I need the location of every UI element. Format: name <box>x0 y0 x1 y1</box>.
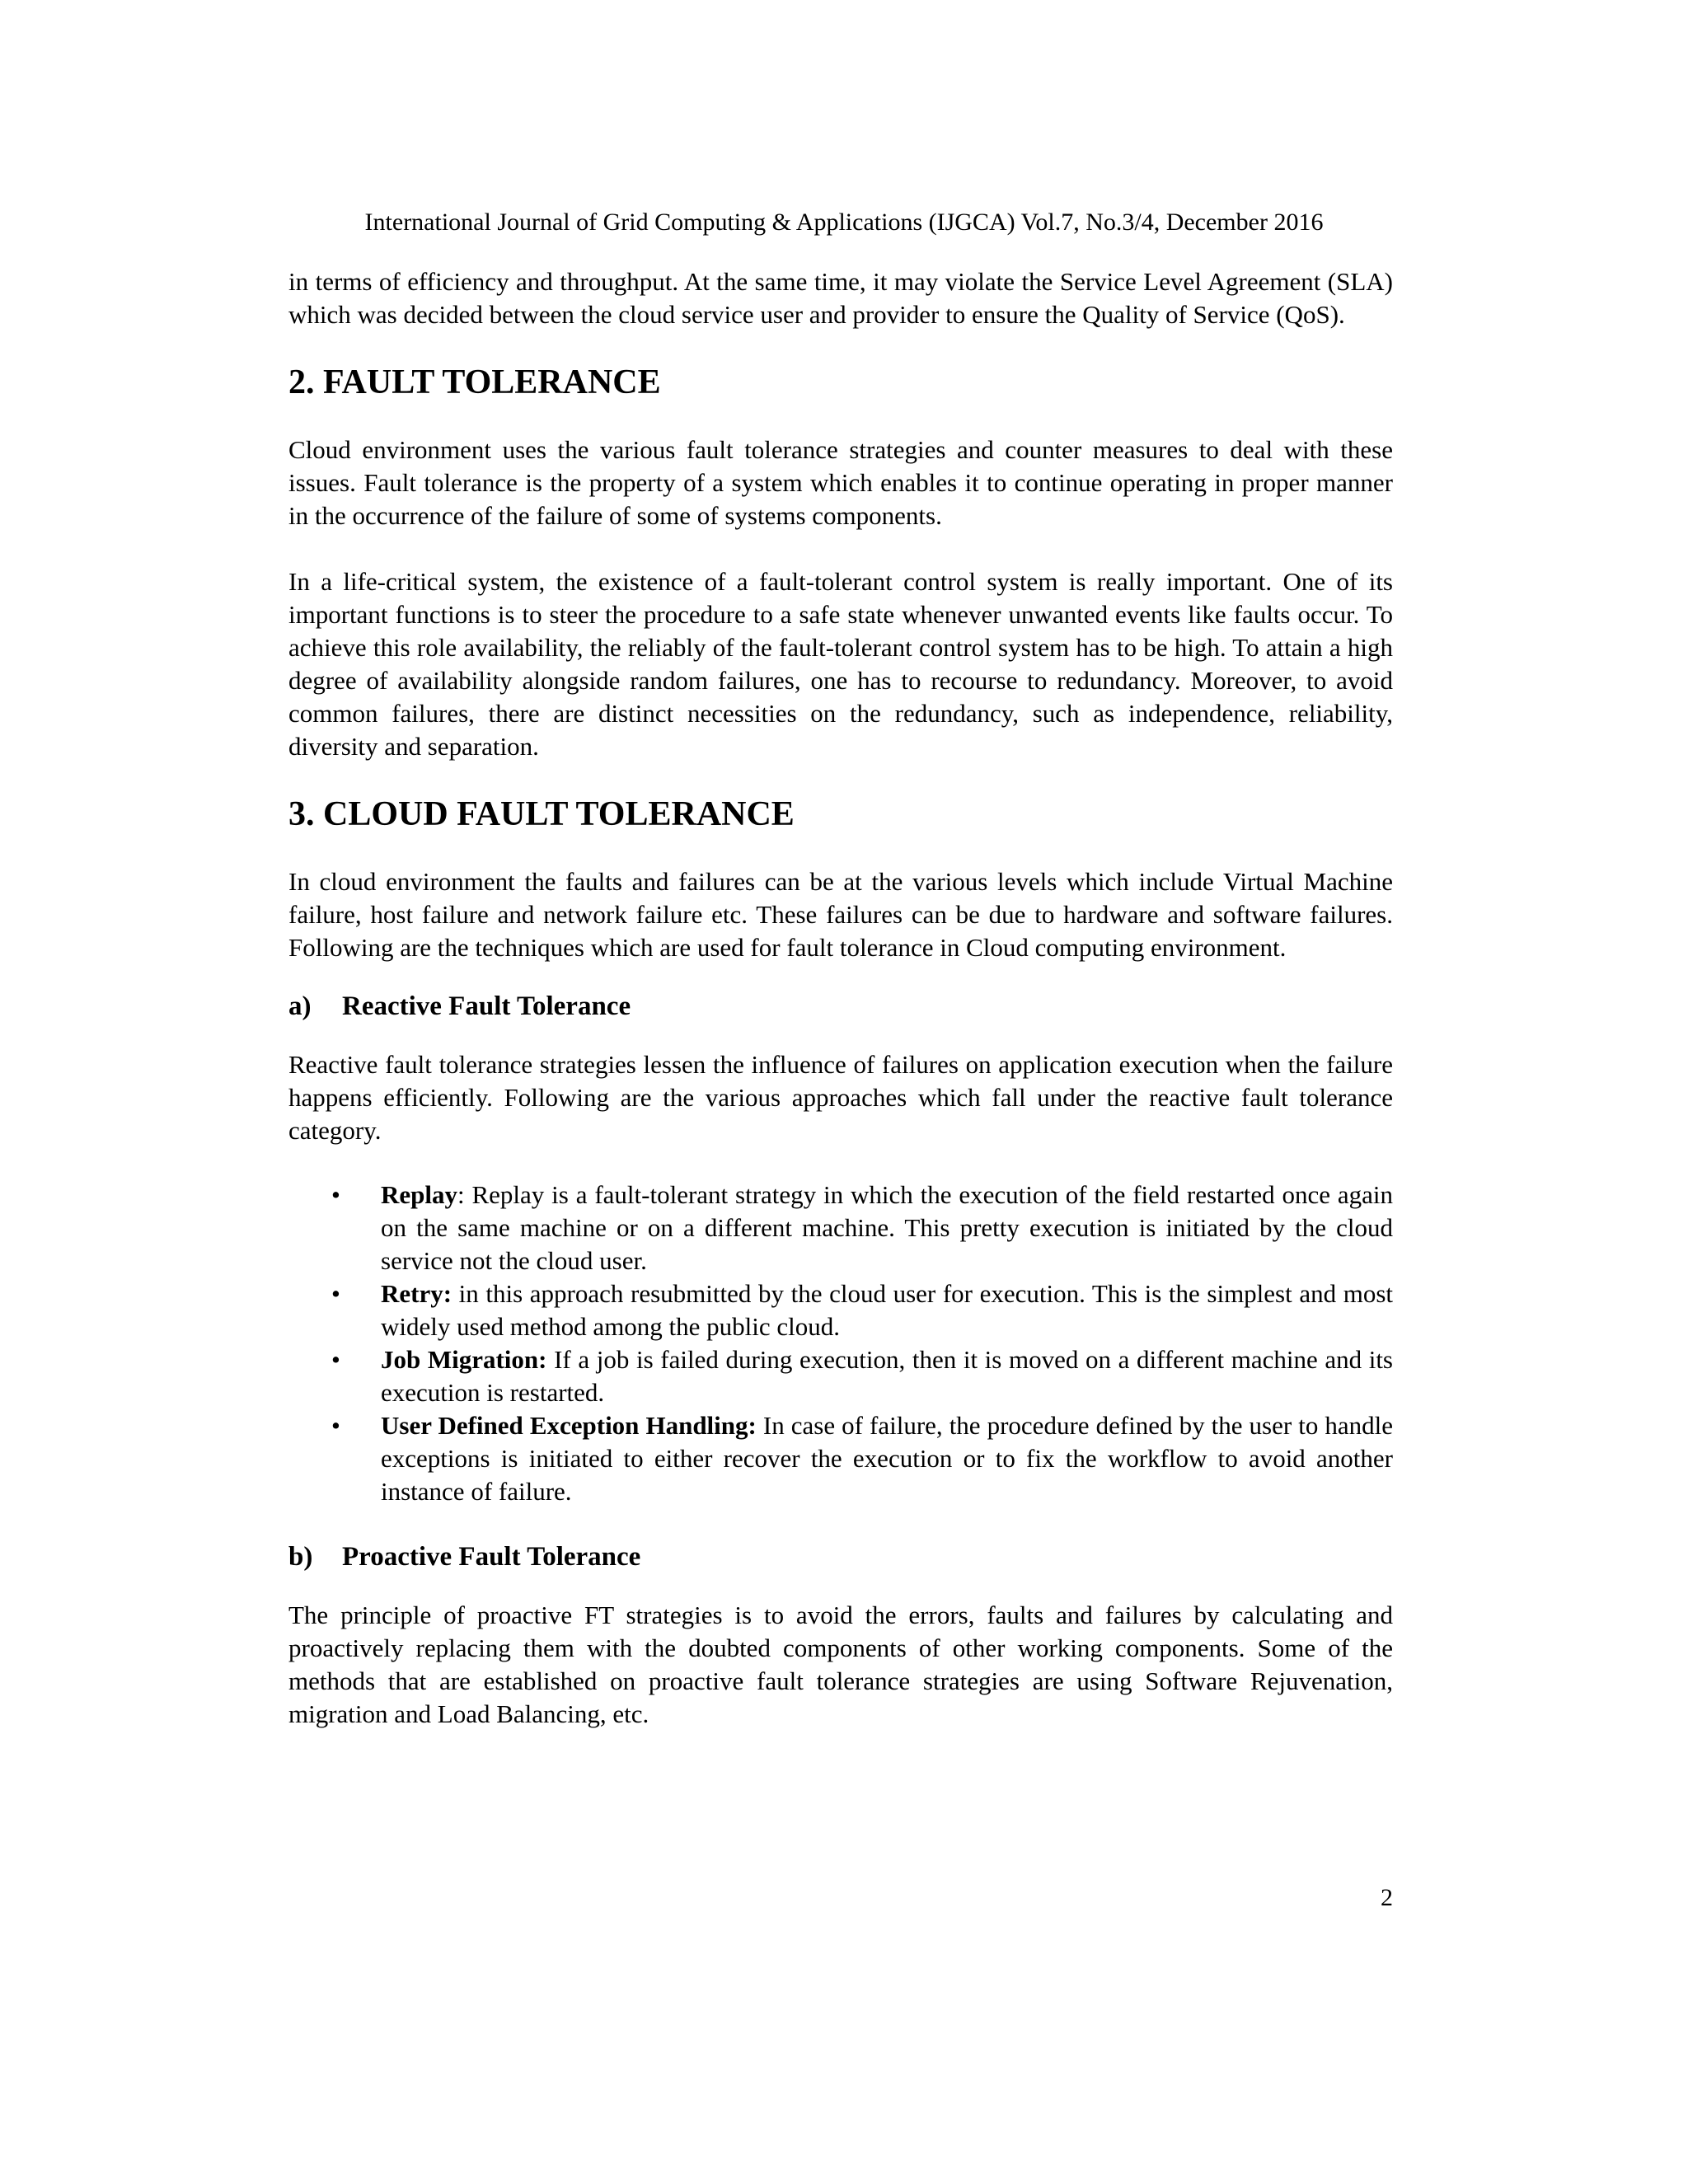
list-item-text: : Replay is a fault-tolerant strategy in which the execution of the field restarted once again on the same machine or on a different machine. This pretty execution is initiated by the cloud service not the cloud user. <box>381 1180 1393 1275</box>
subsection-a-title: Reactive Fault Tolerance <box>342 991 631 1021</box>
list-item-term: Replay <box>381 1180 457 1209</box>
list-item-term: Job Migration: <box>381 1345 547 1374</box>
subsection-a-letter: a) <box>288 991 312 1021</box>
list-item-user-defined-exception-handling <box>288 1409 1393 1508</box>
list-item-term: Retry: <box>381 1279 452 1308</box>
bullet-icon: • <box>331 1180 340 1209</box>
section-3-heading: 3. CLOUD FAULT TOLERANCE <box>288 795 795 833</box>
list-item-text: in this approach resubmitted by the cloud user for execution. This is the simplest and most widely used method among the public cloud. <box>381 1279 1393 1341</box>
reactive-approaches-list <box>288 1179 1393 1508</box>
running-header: International Journal of Grid Computing & Applications (IJGCA) Vol.7, No.3/4, December 2016 <box>364 209 1324 236</box>
bullet-icon: • <box>331 1345 340 1374</box>
section-2-heading: 2. FAULT TOLERANCE <box>288 363 661 401</box>
list-item-text: In case of failure, the procedure defined by the user to handle exceptions is initiated to either recover the execution or to fix the workflow to avoid another instance of failure. <box>381 1411 1393 1506</box>
section-3-paragraph: In cloud environment the faults and failures can be at the various levels which include Virtual Machine failure, host failure and network failure etc. These failures can be due to hardware and software failures. Following are the techniques which are used for fault tolerance in Cloud computing environment. <box>288 867 1393 962</box>
list-item-replay <box>288 1179 1393 1277</box>
page-number: 2 <box>1381 1884 1393 1911</box>
subsection-b-title: Proactive Fault Tolerance <box>342 1542 641 1572</box>
page-content <box>288 265 1393 1731</box>
bullet-icon: • <box>331 1279 340 1308</box>
subsection-b-letter: b) <box>288 1542 313 1572</box>
list-item-text: If a job is failed during execution, then it is moved on a different machine and its execution is restarted. <box>381 1345 1393 1407</box>
list-item-retry <box>288 1277 1393 1343</box>
subsection-a-paragraph: Reactive fault tolerance strategies lessen the influence of failures on application execution when the failure happens efficiently. Following are the various approaches which fall under the reactive fault tolerance category. <box>288 1050 1393 1145</box>
intro-paragraph: in terms of efficiency and throughput. At the same time, it may violate the Service Level Agreement (SLA) which was decided between the cloud service user and provider to ensure the Quality of Service (QoS). <box>288 267 1393 329</box>
subsection-a-heading <box>288 989 1393 1024</box>
list-item-term: User Defined Exception Handling: <box>381 1411 757 1440</box>
section-2-paragraph-1: Cloud environment uses the various fault tolerance strategies and counter measures to deal with these issues. Fault tolerance is the property of a system which enables it to continue operating in proper manner in the occurrence of the failure of some of systems components. <box>288 435 1393 530</box>
bullet-icon: • <box>331 1411 340 1440</box>
subsection-b-paragraph: The principle of proactive FT strategies is to avoid the errors, faults and failures by calculating and proactively replacing them with the doubted components of other working components. Some of the methods that are established on proactive fault tolerance strategies are using Software Rejuvenation, migration and Load Balancing, etc. <box>288 1601 1393 1728</box>
section-2-paragraph-2: In a life-critical system, the existence of a fault-tolerant control system is really important. One of its important functions is to steer the procedure to a safe state whenever unwanted events like faults occur. To achieve this role availability, the reliably of the fault-tolerant control system has to be high. To attain a high degree of availability alongside random failures, one has to recourse to redundancy. Moreover, to avoid common failures, there are distinct necessities on the redundancy, such as independence, reliability, diversity and separation. <box>288 567 1393 761</box>
list-item-job-migration <box>288 1343 1393 1409</box>
subsection-b-heading <box>288 1540 1393 1574</box>
